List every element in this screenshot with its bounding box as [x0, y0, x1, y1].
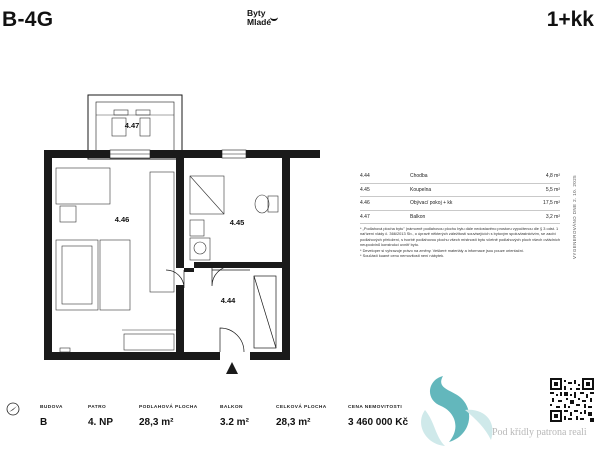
table-row: [360, 170, 560, 184]
room-label-living: 4.46: [114, 215, 130, 224]
room-code: 4.44: [360, 173, 370, 180]
room-name: Balkon: [410, 213, 426, 220]
balkon-label: BALKON: [220, 405, 243, 410]
entrance-marker-icon: [226, 362, 238, 374]
table-row: [360, 184, 560, 198]
patron-logo-icon: [405, 370, 515, 450]
footnotes: [360, 226, 572, 259]
patro-value: 4. NP: [88, 417, 114, 428]
room-code: 4.47: [360, 213, 370, 220]
area-table: [360, 170, 560, 224]
qr-code[interactable]: [550, 378, 594, 422]
room-name: Chodba: [410, 173, 428, 180]
room-area: 3,2 m²: [545, 213, 560, 220]
compass-icon: [6, 402, 20, 416]
podlahova-plocha-value: 28,3 m²: [139, 417, 174, 428]
room-area: 5,5 m²: [545, 186, 560, 193]
footnote: * Developer si vyhrazuje právo na změny. Veškeré materiály a informace jsou pouze orientační.: [360, 247, 525, 253]
room-name: Obývací pokoj + kk: [410, 200, 453, 207]
patro-label: PATRO: [88, 405, 107, 410]
budova-value: B: [40, 417, 48, 428]
footnote: * „Podlahová plocha bytu" (námorně podlahovou plochu bytu dále nedostavěno prostoru vypočtenou dle § 3 odst. 1 nařízení vlády č. 366/2013 Sb., o úpravě některých záležitostí souvisejících s bytovým spoluvlastnictvím, se zaobí podlahových přeložení, s tvorbě podlahovou plochu všech místností bytu včetně podlahových ploch všech ovládních neupodvinů konstrukcí uvnitř bytu.: [360, 226, 561, 247]
floor-plan: [0, 80, 320, 380]
brand-line-2: Mladé: [247, 17, 272, 27]
unit-code: B-4G: [2, 8, 54, 31]
room-label-balcony: 4.47: [124, 121, 140, 130]
brand-logo: [247, 9, 287, 27]
watermark-text: Pod křídly patrona reali: [492, 427, 587, 438]
table-row: [360, 211, 560, 225]
room-name: Koupelna: [410, 186, 432, 193]
room-area: 17,5 m²: [543, 200, 560, 207]
room-label-hallway: 4.44: [220, 296, 236, 305]
cena-value: 3 460 000 Kč: [348, 417, 409, 428]
brand-line-1: Byty: [247, 8, 266, 18]
generated-date: VYGENEROVÁNO DNE 2. 10. 2025: [572, 175, 577, 259]
room-area: 4,8 m²: [545, 173, 560, 180]
cena-label: CENA NEMOVITOSTI: [348, 405, 403, 410]
podlahova-plocha-label: PODLAHOVÁ PLOCHA: [139, 405, 198, 410]
celkova-plocha-label: CELKOVÁ PLOCHA: [276, 405, 327, 410]
layout-type: 1+kk: [546, 8, 594, 31]
room-code: 4.45: [360, 186, 370, 193]
balkon-value: 3.2 m²: [220, 417, 249, 428]
table-row: [360, 197, 560, 211]
room-code: 4.46: [360, 200, 370, 207]
footnote: * Součástí kuané cenu nemovitosti není nábytek.: [360, 253, 445, 259]
room-label-bathroom: 4.45: [229, 218, 245, 227]
walls: [44, 150, 320, 360]
furniture: [56, 168, 176, 352]
budova-label: BUDOVA: [40, 405, 63, 410]
celkova-plocha-value: 28,3 m²: [276, 417, 311, 428]
